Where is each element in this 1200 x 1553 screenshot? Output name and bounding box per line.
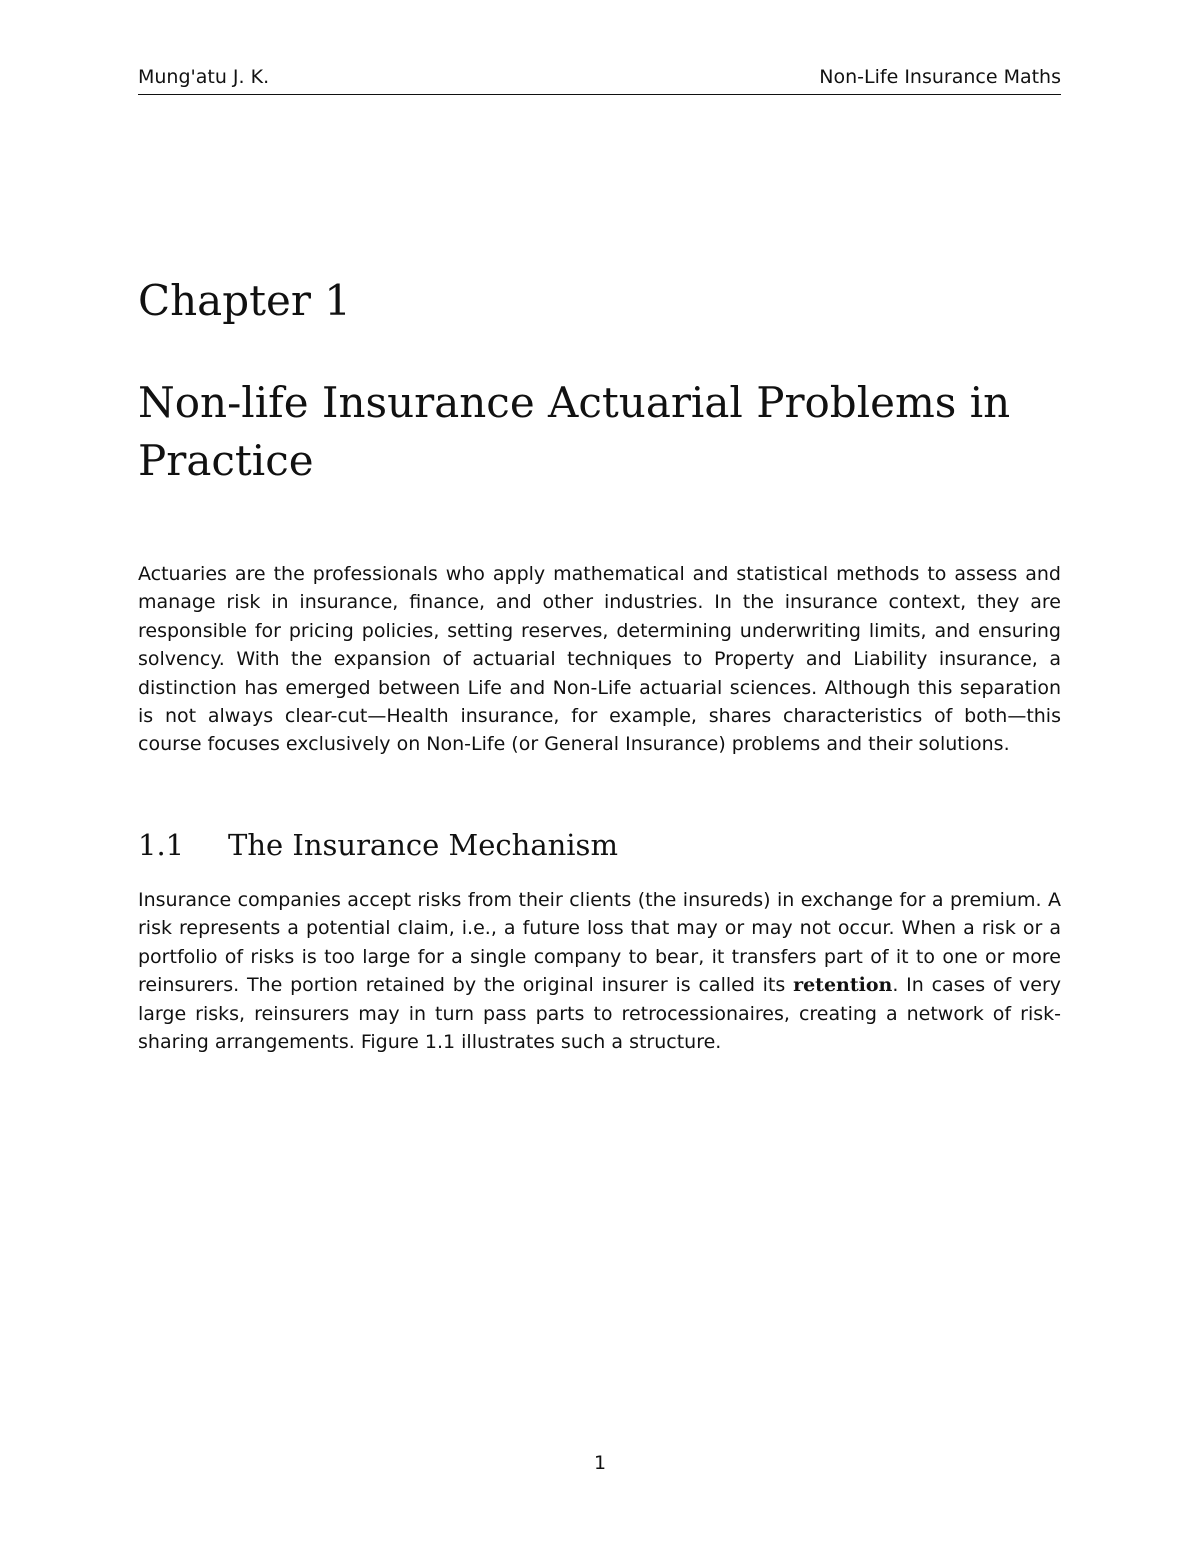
intro-paragraph: Actuaries are the professionals who apply mathematical and statistical methods to assess and manage risk in insurance, finance, and other industries. In the insurance context, they are responsible for pricing policies, setting reserves, determining underwriting limits, and ensuring solvency. With the expansion of actuarial techniques to Property and Liability insurance, a distinction has emerged between Life and Non-Life actuarial sciences. Although this separation is not always clear-cut—Health insurance, for example, shares characteristics of both—this course focuses exclusively on Non-Life (or General Insurance) problems and their solutions. [138, 563, 1061, 756]
page-number: 1 [593, 1452, 607, 1474]
section-paragraph-text-2: . In cases of very large risks, reinsurers may in turn pass parts to retrocessionaires, creating a network of risk-sharing arrangements. Figure 1.1 illustrates such a structure. [138, 974, 1061, 1054]
header-author: Mung'atu J. K. [138, 66, 270, 88]
section-number: 1.1 [138, 828, 185, 862]
section-paragraph [138, 886, 1061, 1056]
section-title: The Insurance Mechanism [228, 828, 618, 862]
retention-term: retention [793, 974, 893, 997]
running-header [138, 64, 1061, 95]
section-paragraph-text-1: Insurance companies accept risks from their clients (the insureds) in exchange for a premium. A risk represents a potential claim, i.e., a future loss that may or may not occur. When a risk or a portfolio of risks is too large for a single company to bear, it transfers part of it to one or more reinsurers. The portion retained by the original insurer is called its [138, 889, 1061, 997]
header-course-title: Non-Life Insurance Maths [819, 66, 1061, 88]
chapter-label: Chapter 1 [138, 276, 351, 325]
section-heading [138, 828, 618, 862]
chapter-title: Non-life Insurance Actuarial Problems in Practice [138, 378, 1011, 485]
